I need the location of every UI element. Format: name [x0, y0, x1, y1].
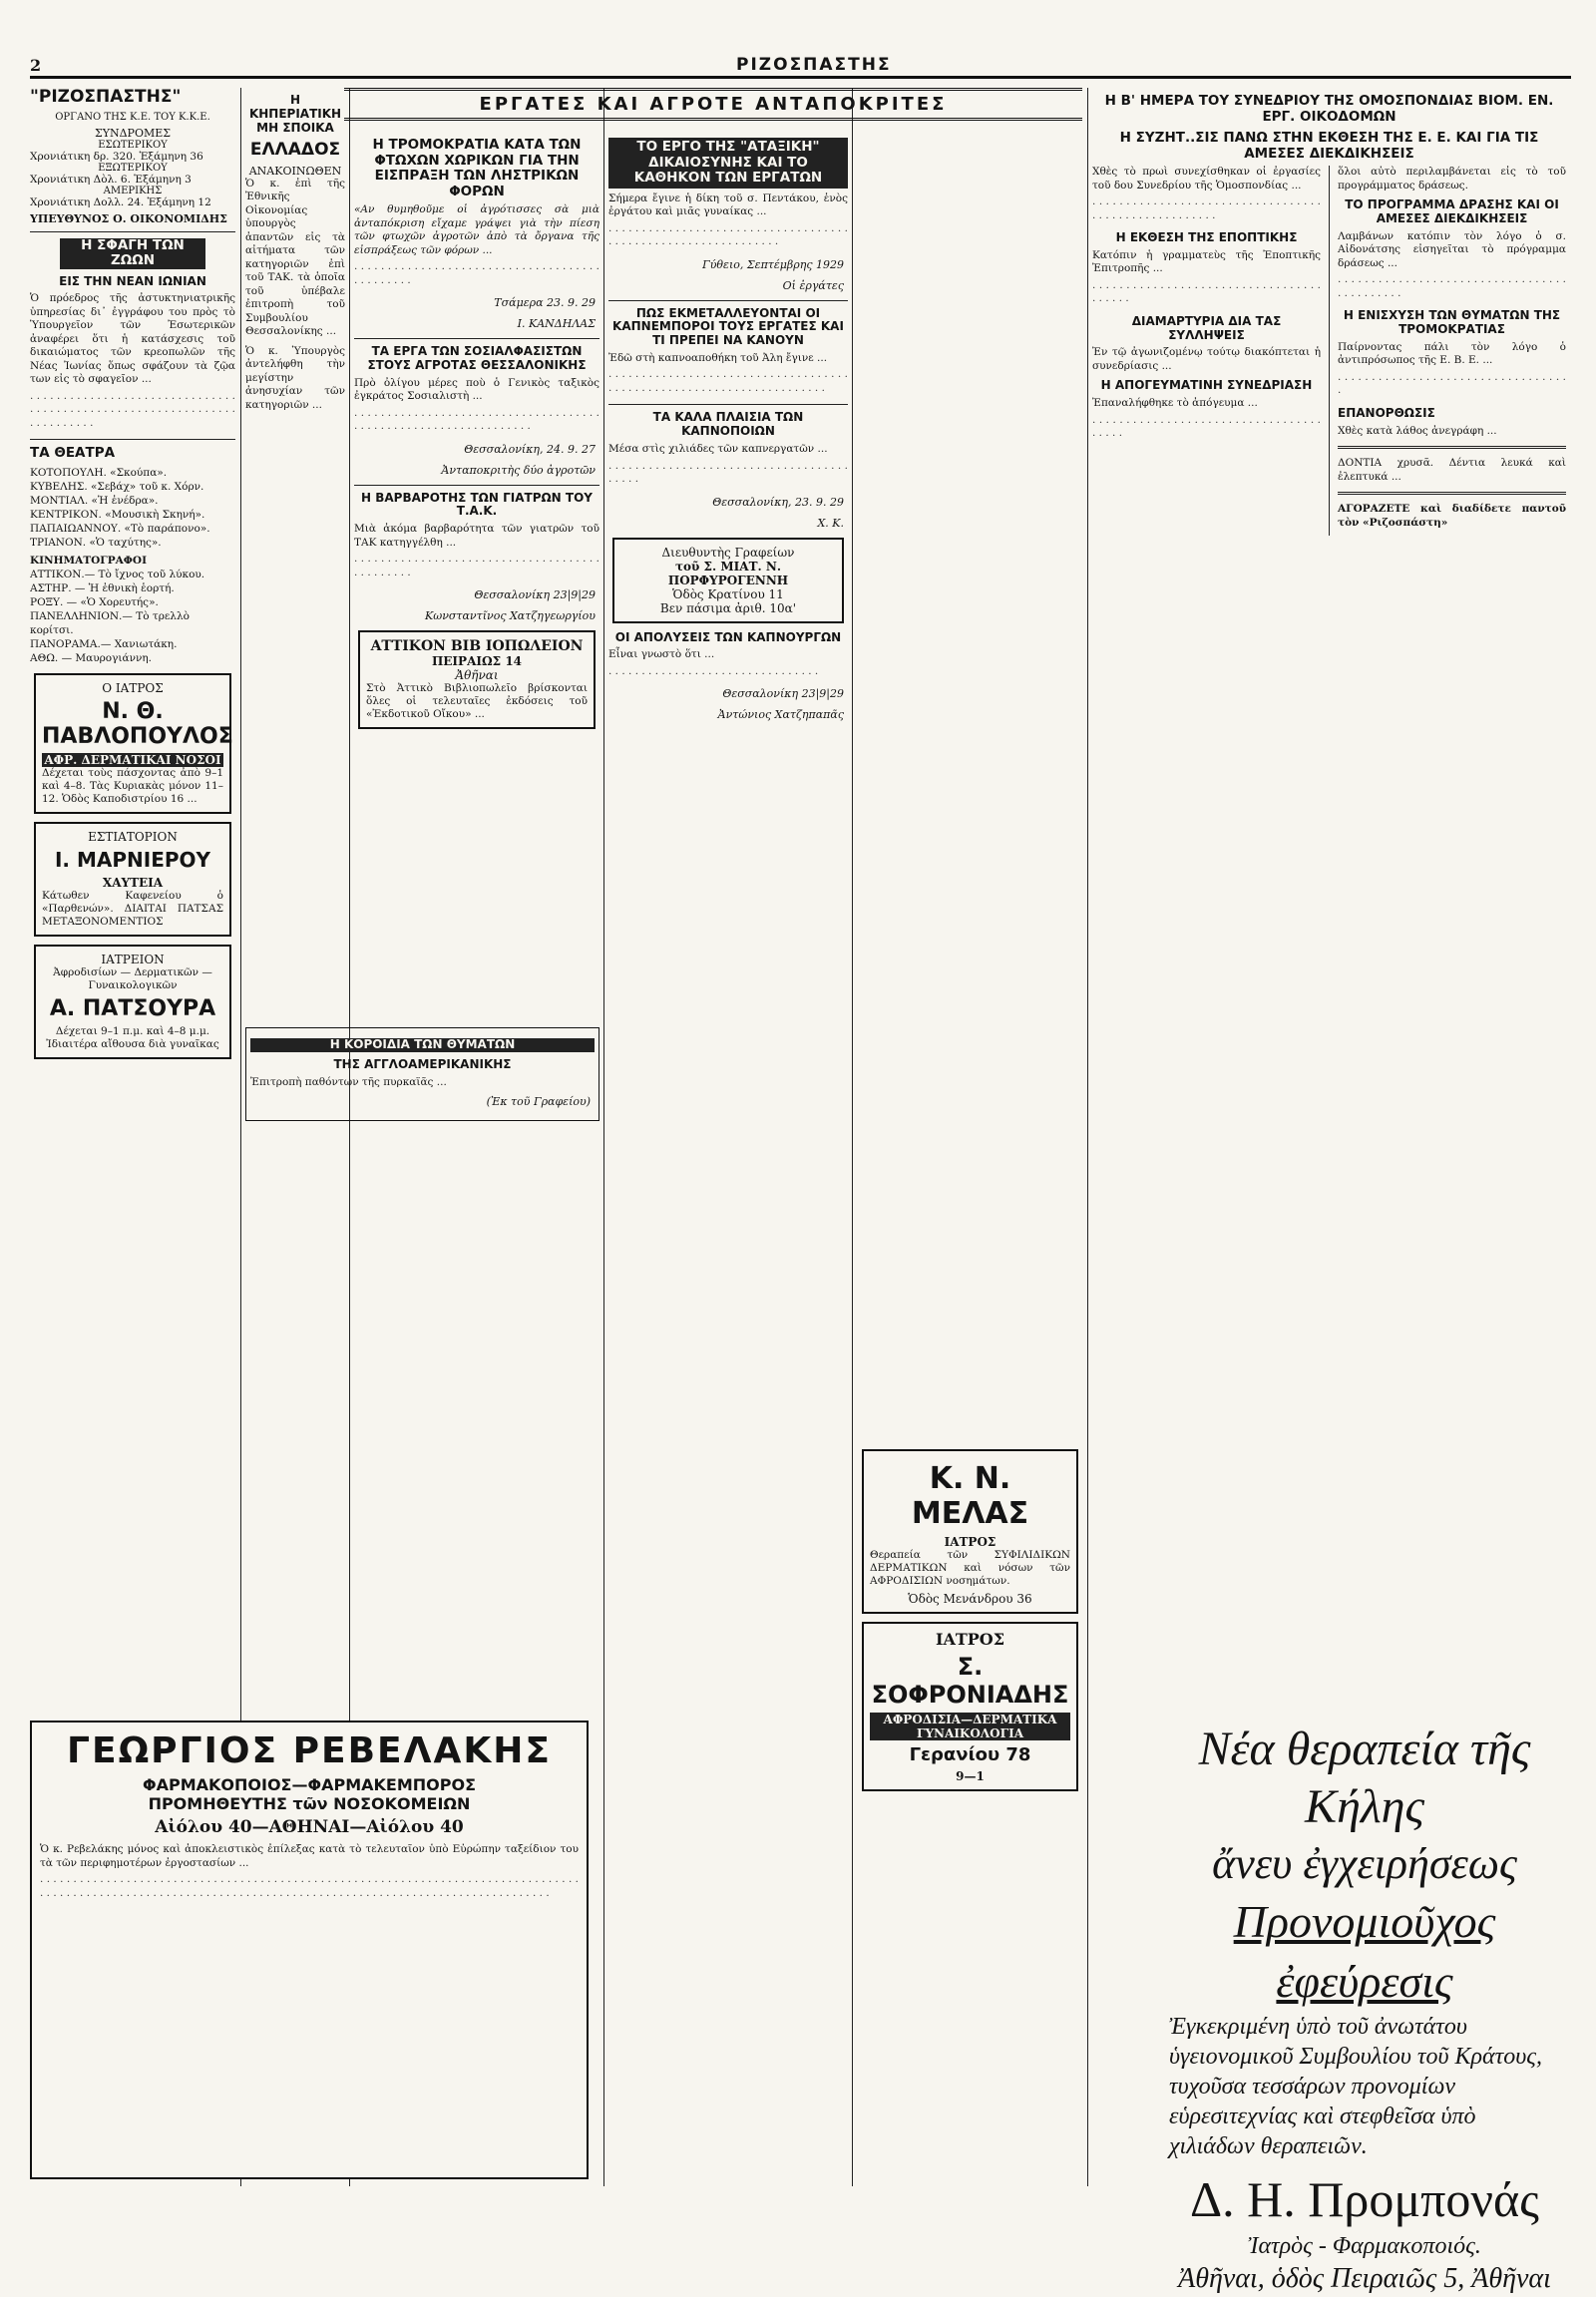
story-signature: (Ἐκ τοῦ Γραφείου)	[486, 1095, 591, 1109]
subscriptions-item: Χρονιάτικη δρ. 320. Ἑξάμηνη 36	[30, 150, 203, 163]
ad-body-continued: · · · · · · · · · · · · · · · · · · · · · · · · · · · · · · · · · · · · · · · · · · · · · · · · · · · · · · · · · · · · · · · · · · · · · · · · · · · · · · · · · · · · · · · · · · · · · · · · · · · · · · · · · · · · · · · · · · · · · · · · · · · · · · · · · · · · · · · · · · · · · · · · · · · · · · · · · · · · · ·	[40, 1876, 579, 1902]
ad-title: Ἰατρὸς - Φαρμακοποιός.	[1248, 2233, 1481, 2259]
ad-name: Κ. Ν. ΜΕΛΑΣ	[911, 1461, 1029, 1531]
list-item: ΤΡΙΑΝΟΝ. «Ὁ ταχύτης».	[30, 536, 162, 549]
banner-title: ΕΡΓΑΤΕΣ ΚΑΙ ΑΓΡΟΤΕ ΑΝΤΑΠΟΚΡΙΤΕΣ	[344, 88, 1082, 121]
story-title: ΕΙΣ ΤΗΝ ΝΕΑΝ ΙΩΝΙΑΝ	[59, 273, 206, 288]
ad-sub2: ΠΡΟΜΗΘΕΥΤΗΣ τῶν ΝΟΣΟΚΟΜΕΙΩΝ	[148, 1794, 471, 1813]
ad-patent: Προνομιοῦχος ἐφεύρεσις	[1233, 1896, 1496, 2007]
list-item: ΚΕΝΤΡΙΚΟΝ. «Μουσικὴ Σκηνή».	[30, 508, 205, 521]
section-heading: ΕΠΑΝΟΡΘΩΣΙΣ	[1338, 405, 1435, 420]
story-title: ΟΙ ΑΠΟΛΥΣΕΙΣ ΤΩΝ ΚΑΠΝΟΥΡΓΩΝ	[614, 629, 842, 644]
story-body: Παίρνοντας πάλι τὸν λόγο ὁ ἀντιπρόσωπος τῆς Ε. Β. Ε. ...	[1338, 340, 1566, 367]
story-body: Ἐπαναλήφθηκε τὸ ἀπόγευμα ...	[1092, 397, 1258, 410]
list-item: ΠΑΝΟΡΑΜΑ.— Χανιωτάκη.	[30, 637, 178, 650]
banner	[344, 88, 1082, 128]
theatres-title: ΤΑ ΘΕΑΤΡΑ	[30, 445, 116, 462]
ad-specialty: Ἀφροδισίων — Δερματικῶν — Γυναικολογικῶν	[53, 965, 212, 991]
ad-doctor-sofroniadis	[862, 1622, 1078, 1791]
list-item: ΡΟΞΥ. — «Ὁ Χορευτής».	[30, 595, 159, 608]
story-signature: Ἀντώνιος Χατζηπαπᾶς	[717, 708, 844, 722]
subscriptions-item: ΑΜΕΡΙΚΗΣ	[103, 185, 163, 196]
ad-label: Ο ΙΑΤΡΟΣ	[102, 680, 164, 695]
ad-label: ΙΑΤΡΕΙΟΝ	[101, 952, 165, 966]
ad-extra: Βεν πάσιμα ἀριθ. 10α'	[659, 600, 797, 615]
story-body: Ἐπιτροπὴ παθόντων τῆς πυρκαϊᾶς ...	[250, 1075, 447, 1088]
ad-city: Ἀθῆναι	[455, 668, 499, 683]
story-right-column	[1338, 166, 1566, 536]
story-place: Θεσσαλονίκη 23|9|29	[474, 588, 596, 602]
subscriptions-item: ΕΣΩΤΕΡΙΚΟΥ	[98, 139, 168, 151]
story-title: ΠΩΣ ΕΚΜΕΤΑΛΛΕΥΟΝΤΑΙ ΟΙ ΚΑΠΝΕΜΠΟΡΟΙ ΤΟΥΣ ΕΡΓΑΤΕΣ ΚΑΙ ΤΙ ΠΡΕΠΕΙ ΝΑ ΚΑΝΟΥΝ	[612, 305, 844, 348]
classified-agorazete: ΑΓΟΡΑΖΕΤΕ καὶ διαδίδετε παντοῦ τὸν «Ριζοσπάστη»	[1338, 503, 1566, 529]
subscriptions-item: Χρονιάτικη Δολλ. 24. Ἑξάμηνη 12	[30, 195, 211, 208]
ad-doctor-melas	[862, 1449, 1078, 1614]
ad-address: Ὁδὸς Κρατίνου 11	[672, 586, 784, 601]
story-body-continued: · · · · · · · · · · · · · · · · · · · · · · · · · · · · · · · · · · · · · · · · · · · · · · · · · · · · · · · · · · · · · ·	[608, 224, 848, 251]
ad-title: ΙΑΤΡΟΣ	[944, 1535, 997, 1549]
column-rule	[1087, 88, 1088, 2186]
story-title: ΤΟ ΕΡΓΟ ΤΗΣ "ΑΤΑΞΙΚΗ" ΔΙΚΑΙΟΣΥΝΗΣ ΚΑΙ ΤΟ ΚΑΘΗΚΟΝ ΤΩΝ ΕΡΓΑΤΩΝ	[608, 138, 848, 189]
ad-label: Διευθυντὴς Γραφείων	[661, 545, 795, 560]
story-body-continued: · · · · · · · · · · · · · · · · · · · · · · · · · · · · · · · · · · · · · · · · · · · · · ·	[354, 263, 599, 289]
story-body-continued: · · · · · · · · · · · · · · · · · · · · · · · · · · · · · · · · · · · · · · · · · · · · · · · · · · · · · · · · · · · · · · · ·	[354, 409, 599, 436]
ad-body: Ἐγκεκριμένη ὑπὸ τοῦ ἀνωτάτου ὑγειονομικοῦ Συμβουλίου τοῦ Κράτους, τυχοῦσα τεσσάρων προνομίων εὑρεσιτεχνίας καὶ στεφθεῖσα ὑπὸ χιλιάδων θεραπειῶν.	[1169, 2014, 1542, 2159]
theatre-list	[30, 466, 235, 665]
ad-body: Δέχεται τοὺς πάσχοντας ἀπὸ 9–1 καὶ 4–8. Τὰς Κυριακὰς μόνον 11–12. Ὁδὸς Καποδιστρίου 16 ...	[42, 766, 223, 805]
subscriptions-item: ΕΞΩΤΕΡΙΚΟΥ	[98, 162, 168, 174]
ad-address: Γερανίου 78	[909, 1744, 1031, 1765]
story-title: Η ΤΡΟΜΟΚΡΑΤΙΑ ΚΑΤΑ ΤΩΝ ΦΤΩΧΩΝ ΧΩΡΙΚΩΝ ΓΙΑ ΤΗΝ ΕΙΣΠΡΑΞΗ ΤΩΝ ΛΗΣΤΡΙΚΩΝ ΦΟΡΩΝ	[372, 137, 582, 199]
story-signature: Κωνσταντῖνος Χατζηγεωργίου	[425, 609, 596, 623]
story-signature: Οἱ ἐργάτες	[782, 278, 844, 292]
list-item: ΑΤΤΙΚΟΝ.— Τὸ ἴχνος τοῦ λύκου.	[30, 568, 205, 580]
story-sub: Η ΣΥΖΗΤ..ΣΙΣ ΠΑΝΩ ΣΤΗΝ ΕΚΘΕΣΗ ΤΗΣ Ε. Ε. ΚΑΙ ΓΙΑ ΤΙΣ ΑΜΕΣΕΣ ΔΙΕΚΔΙΚΗΣΕΙΣ	[1119, 130, 1539, 162]
story-left-column	[1092, 166, 1321, 536]
ad-specialty: ΑΦΡ. ΔΕΡΜΑΤΙΚΑΙ ΝΟΣΟΙ	[42, 753, 223, 767]
story-body: Μέσα στὶς χιλιάδες τῶν καπνεργατῶν ...	[608, 443, 828, 456]
story-title: ΕΛΛΑΔΟΣ	[249, 140, 341, 161]
column-5-ads	[858, 1441, 1082, 2179]
section-heading: Η ΕΝΙΣΧΥΣΗ ΤΩΝ ΘΥΜΑΤΩΝ ΤΗΣ ΤΡΟΜΟΚΡΑΤΙΑΣ	[1343, 308, 1561, 336]
section-heading: ΔΙΑΜΑΡΤΥΡΙΑ ΔΙΑ ΤΑΣ ΣΥΛΛΗΨΕΙΣ	[1131, 313, 1282, 342]
story-body-continued: · · · · · · · · · · · · · · · · · · · · · · · · · · · · · · · · · · · · · · · · · · · · · · · · · · · · ·	[1092, 198, 1321, 224]
story-body-continued: · · · · · · · · · · · · · · · · · · · · · · · · · · · · · · · · · · · · · · · ·	[1092, 281, 1321, 308]
ad-bookshop	[358, 630, 596, 729]
story-place: Θεσσαλονίκη, 23. 9. 29	[712, 495, 844, 509]
list-item: ΠΑΝΕΛΛΗΝΙΟΝ.— Τὸ τρελλὸ κορίτσι.	[30, 609, 190, 636]
ad-hernia-treatment	[1165, 1721, 1564, 2294]
story-body: Μιὰ ἀκόμα βαρβαρότητα τῶν γιατρῶν τοῦ ΤΑΚ κατηγγέλθη ...	[354, 523, 599, 549]
ad-address: Αἰόλου 40—ΑΘΗΝΑΙ—Αἰόλου 40	[155, 1817, 464, 1837]
story-signature: Ἀνταποκριτὴς δύο ἀγροτῶν	[441, 463, 596, 477]
story-body: Εἶναι γνωστὸ ὅτι ...	[608, 648, 715, 661]
list-item: ΚΙΝΗΜΑΤΟΓΡΑΦΟΙ	[30, 554, 147, 567]
ad-body: Θεραπεία τῶν ΣΥΦΙΛΙΔΙΚΩΝ ΔΕΡΜΑΤΙΚΩΝ καὶ νόσων τῶν ΑΦΡΟΔΙΣΙΩΝ νοσημάτων.	[870, 1549, 1070, 1587]
story-body: Ἐδῶ στὴ καπνοαποθήκη τοῦ Ἀλη ἔγινε ...	[608, 351, 828, 364]
ad-subheadline: ἄνευ ἐγχειρήσεως	[1212, 1839, 1517, 1888]
story-place: Θεσσαλονίκη, 24. 9. 27	[464, 442, 596, 456]
ad-label: ΕΣΤΙΑΤΟΡΙΟΝ	[88, 829, 178, 844]
column-rule	[852, 88, 853, 2186]
ad-address: Ὁδὸς Μενάνδρου 36	[908, 1592, 1032, 1606]
column-3	[354, 132, 599, 2186]
story-body: Σήμερα ἔγινε ἡ δίκη τοῦ σ. Πεντάκου, ἑνὸς ἐργάτου καὶ μιᾶς γυναίκας ...	[608, 191, 848, 218]
story-body: Κατόπιν ἡ γραμματεὺς τῆς Ἐποπτικῆς Ἐπιτροπῆς ...	[1092, 248, 1321, 275]
story-body: Ὁ κ. Ὑπουργὸς ἀντελήφθη τὴν μεγίστην ἀνησυχίαν τῶν κατηγοριῶν ...	[245, 344, 345, 411]
story-body: «Αν θυμηθοῦμε οἱ ἀγρότισσες σὰ μιὰ ἀνταπόκριση εἴχαμε γράψει γιὰ τὴν πίεση τῶν φτωχῶν ἀγροτῶν ἀπὸ τὰ ὄργανα τῆς εἰσπράξεως τῶν φόρων ...	[354, 203, 599, 256]
story-place: Γύθειο, Σεπτέμβρης 1929	[702, 257, 844, 271]
story-body-continued: · · · · · · · · · · · · · · · · · · · · · · · · · · · · · · · ·	[608, 667, 819, 680]
column-4	[608, 132, 848, 2186]
story-body: Χθὲς κατὰ λάθος ἀνεγράφη ...	[1338, 424, 1497, 437]
story-body-continued: · · · · · · · · · · · · · · · · · · · · · · · · · · · · · · · · · · · · · · · · · · · · · · · · · · · · · · · · · · · · · · · · · · · · · · · ·	[30, 392, 235, 432]
editor-line: ΥΠΕΥΘΥΝΟΣ Ο. ΟΙΚΟΝΟΜΙΔΗΣ	[30, 211, 227, 225]
page-number: 2	[30, 56, 42, 75]
story-body-continued: · · · · · · · · · · · · · · · · · · · · · · · · · · · · · · · · · · ·	[1338, 373, 1566, 400]
section-heading: Η ΕΚΘΕΣΗ ΤΗΣ ΕΠΟΠΤΙΚΗΣ	[1115, 230, 1298, 245]
ad-headline: Νέα θεραπεία τῆς Κήλης	[1198, 1723, 1531, 1833]
story-body-continued: · · · · · · · · · · · · · · · · · · · · · · · · · · · · · · · · · · · · · · · · · · · · · · · · · · · · · · · · · · · · · · · · · · · · ·	[608, 371, 848, 397]
story-title: ΤΑ ΕΡΓΑ ΤΩΝ ΣΟΣΙΑΛΦΑΣΙΣΤΩΝ ΣΤΟΥΣ ΑΓΡΟΤΑΣ ΘΕΣΣΑΛΟΝΙΚΗΣ	[367, 344, 587, 372]
ad-body: Κάτωθεν Καφενείου ὁ «Παρθενών». ΔΙΑΙΤΑΙ ΠΑΤΣΑΣ ΜΕΤΑΞΟΝΟΜΕΝΤΙΟΣ	[42, 889, 223, 928]
list-item: ΑΣΤΗΡ. — Ἡ ἐθνικὴ ἑορτή.	[30, 581, 175, 594]
ad-body: Δέχεται 9–1 π.μ. καὶ 4–8 μ.μ. Ἰδιαιτέρα αἴθουσα διὰ γυναῖκας	[46, 1024, 219, 1050]
story-sub: ΑΝΑΚΟΙΝΩΘΕΝ	[248, 164, 342, 178]
section-heading: ΤΟ ΠΡΟΓΡΑΜΜΑ ΔΡΑΣΗΣ ΚΑΙ ΟΙ ΑΜΕΣΕΣ ΔΙΕΚΔΙΚΗΣΕΙΣ	[1345, 197, 1559, 225]
story-kicker: Η ΚΗΠΕΡΙΑΤΙΚΗ ΜΗ ΣΠΟΙΚΑ	[248, 93, 342, 135]
ad-body: Ὁ κ. Ρεβελάκης μόνος καὶ ἀποκλειστικὸς ἐπίλεξας κατὰ τὸ τελευταῖον ὑπὸ Εὐρώπην ταξείδιον του τὰ τῶν περιφημοτέρων ἐργοστασίων ...	[40, 1843, 579, 1869]
column-rule	[603, 88, 604, 2186]
story-body: Πρὸ ὀλίγου μέρες ποὺ ὁ Γενικὸς ταξικὸς ἐγκράτος Σοσιαλιστὴ ...	[354, 376, 599, 403]
ad-clinic-patsoura	[34, 945, 231, 1059]
story-body-continued: · · · · · · · · · · · · · · · · · · · · · · · · · · · · · · · · · · · · · · · · ·	[608, 462, 848, 489]
ad-name: Ν. Θ. ΠΑΒΛΟΠΟΥΛΟΣ	[42, 698, 233, 749]
story-title: ΤΑ ΚΑΛΑ ΠΛΑΙΣΙΑ ΤΩΝ ΚΑΠΝΟΠΟΙΩΝ	[652, 410, 804, 439]
ad-name: Ι. ΜΑΡΝΙΕΡΟΥ	[54, 847, 211, 872]
story-signature: Χ. Κ.	[817, 516, 844, 530]
column-6	[1092, 88, 1566, 1716]
subscriptions-title: ΣΥΝΔΡΟΜΕΣ	[94, 126, 172, 140]
ad-address: Ἀθῆναι, ὁδὸς Πειραιῶς 5, Ἀθῆναι	[1178, 2263, 1551, 2294]
ad-address: ΠΕΙΡΑΙΩΣ 14	[431, 654, 523, 669]
list-item: ΚΥΒΕΛΗΣ. «Σεβάχ» τοῦ κ. Χόρν.	[30, 480, 204, 493]
ad-body: ΑΦΡΟΔΙΣΙΑ—ΔΕΡΜΑΤΙΚΑ ΓΥΝΑΙΚΟΛΟΓΙΑ	[870, 1713, 1070, 1740]
ad-sub: ΦΑΡΜΑΚΟΠΟΙΟΣ—ΦΑΡΜΑΚΕΜΠΟΡΟΣ	[142, 1775, 476, 1794]
section-heading: Η ΑΠΟΓΕΥΜΑΤΙΝΗ ΣΥΝΕΔΡΙΑΣΗ	[1100, 378, 1313, 393]
masthead: ΡΙΖΟΣΠΑΣΤΗΣ	[728, 55, 900, 75]
story-title: Η Β' ΗΜΕΡΑ ΤΟΥ ΣΥΝΕΔΡΙΟΥ ΤΗΣ ΟΜΟΣΠΟΝΔΙΑΣ ΒΙΟΜ. ΕΝ. ΕΡΓ. ΟΙΚΟΔΟΜΩΝ	[1104, 93, 1554, 125]
ad-restaurant	[34, 822, 231, 937]
subscriptions-item: Χρονιάτικη Δὸλ. 6. Ἑξάμηνη 3	[30, 173, 192, 186]
story-body-continued: · · · · · · · · · · · · · · · · · · · · · · · · · · · · · · · · · · · · · · · · · · · · · ·	[354, 556, 599, 581]
ad-title: ΑΤΤΙΚΟΝ ΒΙΒ ΙΟΠΩΛΕΙΟΝ	[370, 638, 584, 655]
ad-name: Α. ΠΑΤΣΟΥΡΑ	[49, 995, 216, 1021]
story-body-continued: · · · · · · · · · · · · · · · · · · · · · · · · · · · · · · · · · · · · · · ·	[1092, 416, 1321, 443]
story-body: Ὁ πρόεδρος τῆς ἀστυκτηνιατρικῆς ὑπηρεσίας δι᾿ ἐγγράφου του πρὸς τὸ Ὑπουργεῖον τῶν Ἐσωτερικῶν ἀναφέρει ὅτι ἡ κατάσχεσις τοῦ δικαιώματος τῶν κρεοπωλῶν τῆς Νέας Ἰωνίας ὅπως σφάζουν τὰ ζῷα των εἰς τὸ σφαγεῖον ...	[30, 292, 235, 386]
ad-doctor-pavlopoulos	[34, 673, 231, 814]
story-place: Θεσσαλονίκη 23|9|29	[722, 687, 844, 701]
story-body: Λαμβάνων κατόπιν τὸν λόγο ὁ σ. Αἰδονάτσης εἰσηγεῖται τὸ πρόγραμμα δράσεως ...	[1338, 229, 1566, 269]
ad-name: τοῦ Σ. ΜΙΑΤ. Ν. ΠΟΡΦΥΡΟΓΕΝΝΗ	[667, 559, 789, 587]
story-body: Ἐν τῷ ἀγωνιζομένῳ τούτῳ διακόπτεται ἡ συνεδρίασις ...	[1092, 346, 1321, 372]
classified-dontia: ΔΟΝΤΙΑ χρυσᾶ. Δέντια λευκά καὶ ἐλεπτυκά ...	[1338, 457, 1566, 483]
ad-porfyrogenni	[612, 538, 844, 623]
organ-line: ΟΡΓΑΝΟ ΤΗΣ Κ.Ε. ΤΟΥ Κ.Κ.Ε.	[55, 111, 210, 123]
page-header	[30, 55, 1571, 79]
ad-name: Σ. ΣΟΦΡΟΝΙΑΔΗΣ	[871, 1653, 1069, 1709]
story-body: Χθὲς τὸ πρωὶ συνεχίσθηκαν οἱ ἐργασίες τοῦ δου Συνεδρίου τῆς Ὁμοσπονδίας ...	[1092, 166, 1321, 191]
list-item: ΚΟΤΟΠΟΥΛΗ. «Σκούπα».	[30, 466, 168, 479]
paper-name: "ΡΙΖΟΣΠΑΣΤΗΣ"	[30, 88, 182, 107]
ad-hours: 9—1	[956, 1769, 985, 1783]
story-body-continued: · · · · · · · · · · · · · · · · · · · · · · · · · · · · · · · · · · · · · · · · · · · ·	[1338, 276, 1566, 302]
story-body: ὅλοι αὐτὸ περιλαμβάνεται εἰς τὸ τοῦ προγράμματος δράσεως.	[1338, 166, 1566, 191]
story-place: Τσάμερα 23. 9. 29	[494, 296, 596, 310]
list-item: ΜΟΝΤΙΑΛ. «Ἡ ἐνέδρα».	[30, 494, 159, 507]
story-body: Ὁ κ. ἐπὶ τῆς Ἐθνικῆς Οἰκονομίας ὑπουργὸς ἀπαντῶν εἰς τὰ αἰτήματα τῶν κατηγοριῶν ἐπὶ τοῦ ΤΑΚ. τὰ ὁποῖα τοῦ ὑπέβαλε ἐπιτροπὴ τοῦ Συμβουλίου Θεσσαλονίκης ...	[245, 177, 345, 338]
story-sub: ΤΗΣ ΑΓΓΛΟΑΜΕΡΙΚΑΝΙΚΗΣ	[333, 1056, 512, 1071]
ad-name: Δ. Η. Προμπονάς	[1190, 2171, 1539, 2227]
list-item: ΠΑΠΑΙΩΑΝΝΟΥ. «Τὸ παράπονο».	[30, 522, 210, 535]
story-signature: Ι. ΚΑΝΔΗΛΑΣ	[517, 317, 596, 331]
story-title: Η ΚΟΡΟΪΔΙΑ ΤΩΝ ΘΥΜΑΤΩΝ	[250, 1038, 595, 1052]
ad-sub: ΧΑΥΤΕΙΑ	[102, 875, 164, 890]
list-item: ΑΘΩ. — Μαυρογιάννη.	[30, 651, 153, 664]
ad-name: ΓΕΩΡΓΙΟΣ ΡΕΒΕΛΑΚΗΣ	[67, 1730, 552, 1771]
ad-body: Στὸ Ἀττικὸ Βιβλιοπωλεῖο βρίσκονται ὅλες οἱ τελευταῖες ἐκδόσεις τοῦ «Ἐκδοτικοῦ Οἴκου» ...	[366, 682, 588, 721]
story-kicker: Η ΣΦΑΓΗ ΤΩΝ ΖΩΩΝ	[60, 238, 205, 269]
story-title: Η ΒΑΡΒΑΡΟΤΗΣ ΤΩΝ ΓΙΑΤΡΩΝ ΤΟΥ Τ.Α.Κ.	[361, 490, 593, 519]
ad-title: ΙΑΤΡΟΣ	[935, 1630, 1005, 1649]
